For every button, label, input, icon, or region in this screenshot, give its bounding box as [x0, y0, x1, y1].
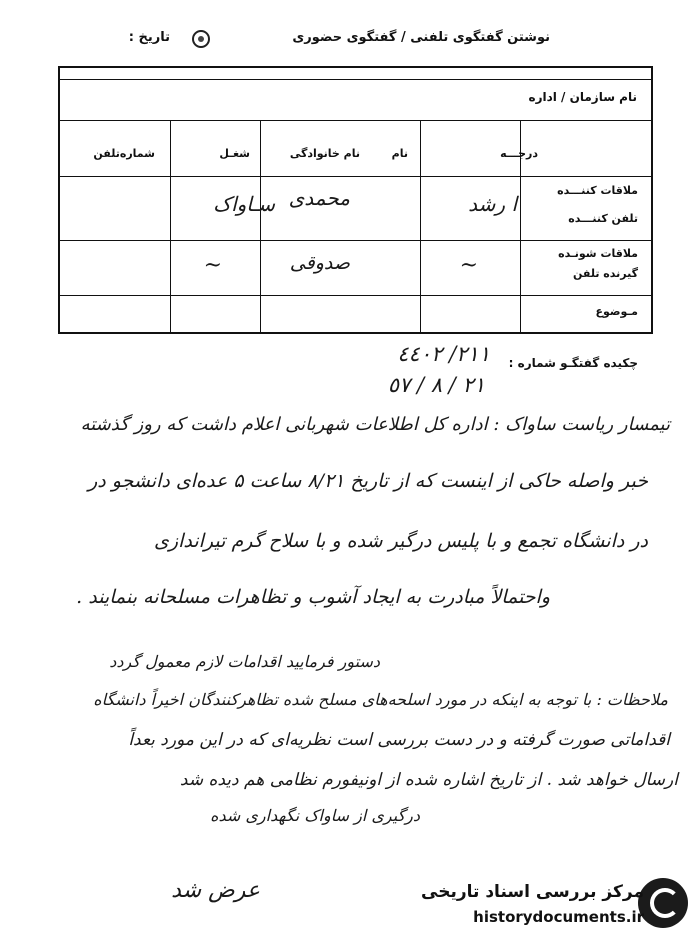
row2-family-value: صدوقی [289, 252, 350, 274]
handwritten-line-8: ارسال خواهد شد . از تاریخ اشاره شده از اونیفورم نظامی هم دیده شد [179, 770, 678, 790]
handwritten-line-4: واحتمالاً مبادرت به ایجاد آشوب و تظاهرات مسلحانه بنمایند . [76, 586, 550, 608]
col-rank: درجـــه [500, 147, 538, 160]
watermark-url: historydocuments.ir [473, 908, 644, 926]
handwritten-line-3: در دانشگاه تجمع و با پلیس درگیر شده و با سلاح گرم تیراندازی [154, 530, 648, 552]
row1-family-value: محمدی [288, 186, 350, 210]
col-job: شغـل [219, 147, 250, 160]
handwritten-line-5: دستور فرمایید اقدامات لازم معمول گردد [109, 652, 380, 671]
row1-label-b: تلفن کننـــده [568, 212, 638, 225]
summary-number: ٢١١/ ٤٤٠٢ [397, 342, 490, 366]
summary-label: چکیده گفتگـو شماره : [508, 356, 638, 370]
handwritten-line-6: ملاحظات : با توجه به اینکه در مورد اسلحه‌های مسلح شده تظاهرکنندگان اخیراً دانشگاه [93, 690, 668, 709]
handwritten-line-1: تیمسار ریاست ساواک : اداره کل اطلاعات شهربانی اعلام داشت که روز گذشته [80, 414, 670, 435]
handwritten-line-7: اقداماتی صورت گرفته و در دست بررسی است نظریه‌ای که در این مورد بعداً [128, 730, 670, 750]
row3-label: مـوضوع [595, 305, 638, 318]
handwritten-line-9: درگیری از ساواک نگهداری شده [210, 806, 420, 825]
signature: عرض شد [171, 878, 260, 903]
archive-logo-icon [638, 878, 688, 928]
form-table [58, 66, 653, 334]
col-phone: شماره‌تلفن [93, 147, 155, 160]
col-family: نام خانوادگی [289, 147, 360, 160]
date-label: تاریخ : [128, 30, 170, 45]
row1-label-a: ملاقات کننـــده [557, 184, 638, 197]
row1-rank-value: ا رشد [468, 192, 517, 216]
row2-rank-value: ~ [459, 253, 478, 278]
row2-label-a: ملاقات شونـده [558, 247, 638, 260]
handwritten-line-2: خبر واصله حاکی از اینست که از تاریخ ۸/۲۱ ساعت ۵ عده‌ای دانشجو در [88, 470, 648, 492]
org-label: نام سازمان / اداره [528, 90, 637, 104]
punch-hole-stamp [192, 30, 210, 48]
col-name: نام [391, 147, 408, 160]
summary-date: ٢١ / ٨ / ٥٧ [387, 373, 485, 397]
watermark-title: مرکز بررسی اسناد تاریخی [421, 882, 644, 902]
row2-label-b: گیرنده تلفن [573, 267, 638, 280]
row1-job-value: سـاواک [213, 192, 275, 216]
form-title: نوشتن گفتگوی تلفنی / گفتگوی حضوری [292, 30, 550, 45]
row2-job-value: ~ [203, 253, 222, 278]
